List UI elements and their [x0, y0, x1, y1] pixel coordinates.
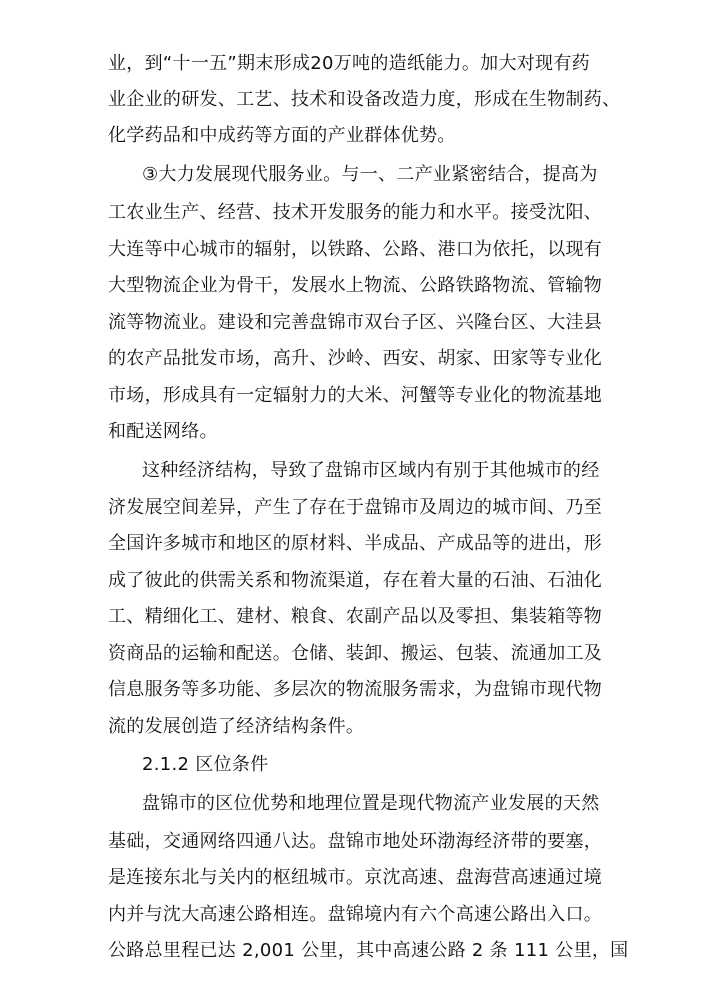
text-line: 基础，交通网络四通八达。盘锦市地处环渤海经济带的要塞，: [108, 831, 603, 852]
text-line: 工农业生产、经营、技术开发服务的能力和水平。接受沈阳、: [108, 202, 603, 223]
text-line: 资商品的运输和配送。仓储、装卸、搬运、包装、流通加工及: [108, 643, 603, 664]
section-heading: 2.1.2 区位条件: [142, 754, 269, 775]
text-line: ③大力发展现代服务业。与一、二产业紧密结合，提高为: [142, 164, 598, 185]
text-line: 业，到“十一五”期末形成20万吨的造纸能力。加大对现有药: [108, 53, 590, 74]
text-line: 化学药品和中成药等方面的产业群体优势。: [108, 125, 456, 146]
text-line: 盘锦市的区位优势和地理位置是现代物流产业发展的天然: [142, 793, 600, 814]
text-line: 信息服务等多功能、多层次的物流服务需求，为盘锦市现代物: [108, 679, 603, 700]
text-line: 市场，形成具有一定辐射力的大米、河蟹等专业化的物流基地: [108, 385, 603, 406]
text-line: 内并与沈大高速公路相连。盘锦境内有六个高速公路出入口。: [108, 904, 603, 925]
text-line: 全国许多城市和地区的原材料、半成品、产成品等的进出，形: [108, 533, 603, 554]
text-line: 流的发展创造了经济结构条件。: [108, 716, 365, 737]
text-line: 业企业的研发、工艺、技术和设备改造力度，形成在生物制药、: [108, 89, 621, 110]
text-line: 公路总里程已达 2,001 公里，其中高速公路 2 条 111 公里，国: [108, 940, 629, 961]
text-line: 工、精细化工、建材、粮食、农副产品以及零担、集装箱等物: [108, 606, 603, 627]
text-line: 流等物流业。建设和完善盘锦市双台子区、兴隆台区、大洼县: [108, 312, 603, 333]
text-line: 大连等中心城市的辐射，以铁路、公路、港口为依托，以现有: [108, 239, 603, 260]
text-line: 这种经济结构，导致了盘锦市区域内有别于其他城市的经: [142, 460, 600, 481]
text-line: 和配送网络。: [108, 421, 218, 442]
text-line: 的农产品批发市场，高升、沙岭、西安、胡家、田家等专业化: [108, 348, 603, 369]
text-line: 是连接东北与关内的枢纽城市。京沈高速、盘海营高速通过境: [108, 867, 603, 888]
text-line: 成了彼此的供需关系和物流渠道，存在着大量的石油、石油化: [108, 570, 603, 591]
text-line: 济发展空间差异，产生了存在于盘锦市及周边的城市间、乃至: [108, 497, 603, 518]
text-line: 大型物流企业为骨干，发展水上物流、公路铁路物流、管输物: [108, 275, 603, 296]
